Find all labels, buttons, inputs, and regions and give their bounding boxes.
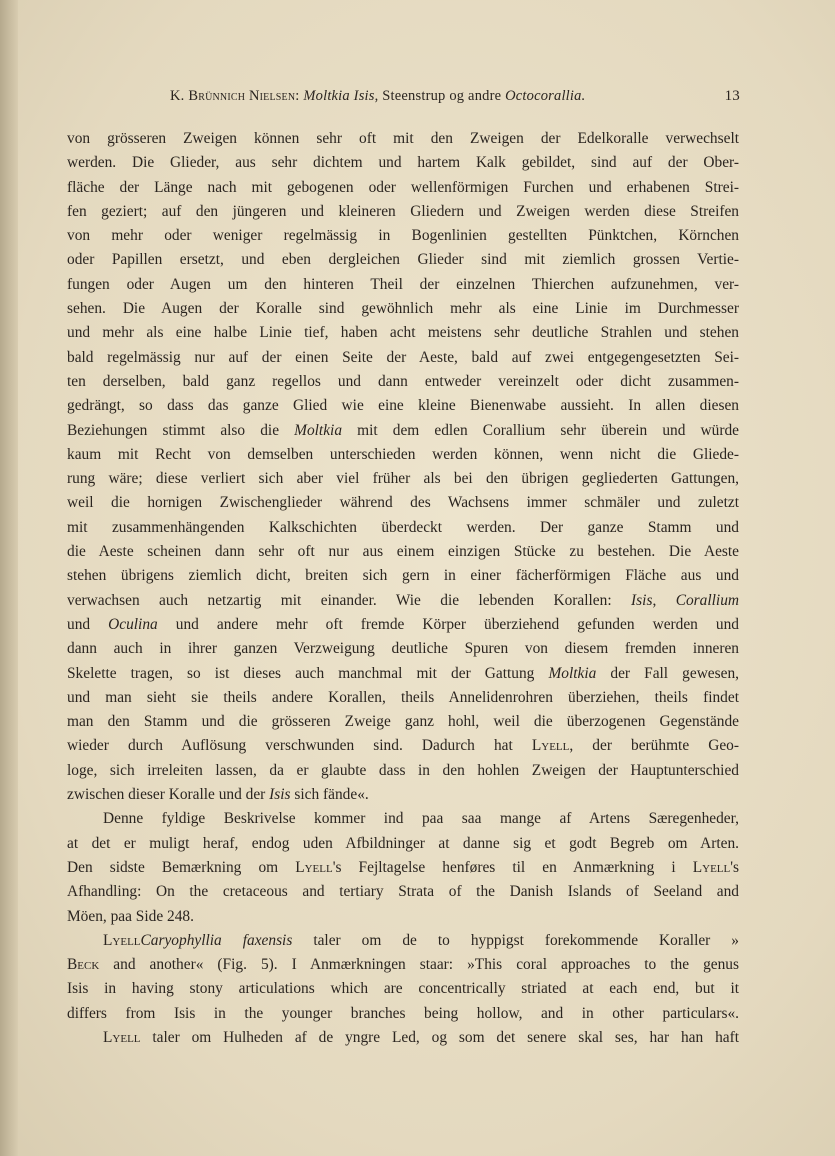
- running-header: [170, 88, 740, 108]
- text-line: Isis in having stony articulations which are concentrically striated at each end, but it: [67, 980, 739, 998]
- text-line: at det er muligt heraf, endog uden Afbildninger at danne sig et godt Begreb om Arten.: [67, 834, 739, 852]
- text-line: stehen übrigens ziemlich dicht, breiten sich gern in einer fächerförmigen Fläche aus und: [67, 567, 739, 585]
- body-text: [67, 127, 739, 1050]
- text-line: bald regelmässig nur auf der einen Seite der Aeste, bald auf zwei entgegengesetzten Sei-: [67, 348, 739, 366]
- text-line: und Oculina und andere mehr oft fremde Körper überziehend gefunden werden und: [67, 615, 739, 633]
- text-line: und man sieht sie theils andere Korallen, theils Annelidenrohren überziehen, theils findet: [67, 688, 739, 706]
- text-line: werden. Die Glieder, aus sehr dichtem und hartem Kalk gebildet, sind auf der Ober-: [67, 154, 739, 172]
- text-line: Denne fyldige Beskrivelse kommer ind paa saa mange af Artens Særegenheder,: [103, 810, 739, 828]
- text-line: kaum mit Recht von demselben unterschieden werden können, wenn nicht die Gliede-: [67, 445, 739, 463]
- text-line: Skelette tragen, so ist dieses auch manchmal mit der Gattung Moltkia der Fall gewesen,: [67, 664, 739, 682]
- text-line: fen geziert; auf den jüngeren und kleineren Gliedern und Zweigen werden diese Streifen: [67, 202, 739, 220]
- text-line: mit zusammenhängenden Kalkschichten überdeckt werden. Der ganze Stamm und: [67, 518, 739, 536]
- text-line: man den Stamm und die grösseren Zweige ganz hohl, weil die überzogenen Gegenstände: [67, 713, 739, 731]
- page-number: 13: [724, 88, 740, 104]
- text-line: Den sidste Bemærkning om Lyell's Fejltagelse henføres til en Anmærkning i Lyell's: [67, 858, 739, 876]
- text-line: weil die hornigen Zwischenglieder während des Wachsens immer schmäler und zuletzt: [67, 494, 739, 512]
- text-line: Afhandling: On the cretaceous and tertiary Strata of the Danish Islands of Seeland and: [67, 883, 739, 901]
- header-title-italic: Moltkia Isis: [303, 88, 375, 104]
- text-line: ten derselben, bald ganz regellos und dann entweder vereinzelt oder dicht zusammen-: [67, 372, 739, 390]
- text-line: sehen. Die Augen der Koralle sind gewöhnlich mehr als eine Linie im Durchmesser: [67, 300, 739, 318]
- text-line: gedrängt, so dass das ganze Glied wie eine kleine Bienenwabe aussieht. In allen diesen: [67, 397, 739, 415]
- text-line: Möen, paa Side 248.: [67, 907, 194, 925]
- text-line: zwischen dieser Koralle und der Isis sich fände«.: [67, 786, 369, 804]
- text-line: LyellCaryophyllia faxensis taler om de to hyppigst forekommende Koraller »: [103, 931, 739, 949]
- text-line: wieder durch Auflösung verschwunden sind. Dadurch hat Lyell, der berühmte Geo-: [67, 737, 739, 755]
- header-author: K. Brünnich Nielsen: [170, 88, 296, 104]
- page-gutter-shadow: [0, 0, 18, 1156]
- text-line: oder Papillen ersetzt, und eben dergleichen Glieder sind mit ziemlich grossen Vertie-: [67, 251, 739, 269]
- text-line: Beck and another« (Fig. 5). I Anmærkningen staar: »This coral approaches to the genus: [67, 956, 739, 974]
- text-line: Beziehungen stimmt also die Moltkia mit dem edlen Corallium sehr überein und würde: [67, 421, 739, 439]
- text-line: Lyell taler om Hulheden af de yngre Led, og som det senere skal ses, har han haft: [103, 1028, 739, 1046]
- text-line: von grösseren Zweigen können sehr oft mit den Zweigen der Edelkoralle verwechselt: [67, 130, 739, 147]
- text-line: verwachsen auch netzartig mit einander. Wie die lebenden Korallen: Isis, Corallium: [67, 591, 739, 609]
- text-line: differs from Isis in the younger branches being hollow, and in other particulars«.: [67, 1004, 739, 1022]
- text-line: rung wäre; diese verliert sich aber viel früher als bei den übrigen gegliederten Gattungen,: [67, 470, 739, 488]
- header-title-italic-2: Octocorallia.: [505, 88, 586, 104]
- text-line: dann auch in ihrer ganzen Verzweigung deutliche Spuren von diesem fremden inneren: [67, 640, 739, 658]
- text-line: und mehr als eine halbe Linie tief, haben acht meistens sehr deutliche Strahlen und stehen: [67, 324, 739, 342]
- text-line: fungen oder Augen um den hinteren Theil der einzelnen Thierchen aufzunehmen, ver-: [67, 275, 739, 293]
- text-line: von mehr oder weniger regelmässig in Bogenlinien gestellten Pünktchen, Körnchen: [67, 227, 739, 245]
- running-title: K. Brünnich Nielsen: Moltkia Isis, Steenstrup og andre Octocorallia.: [170, 88, 586, 104]
- text-line: loge, sich irreleiten lassen, da er glaubte dass in den hohlen Zweigen der Hauptunterschied: [67, 761, 739, 779]
- text-line: die Aeste scheinen dann sehr oft nur aus einem einzigen Stücke zu bestehen. Die Aeste: [67, 543, 739, 561]
- text-line: fläche der Länge nach mit gebogenen oder wellenförmigen Furchen und erhabenen Strei-: [67, 178, 739, 196]
